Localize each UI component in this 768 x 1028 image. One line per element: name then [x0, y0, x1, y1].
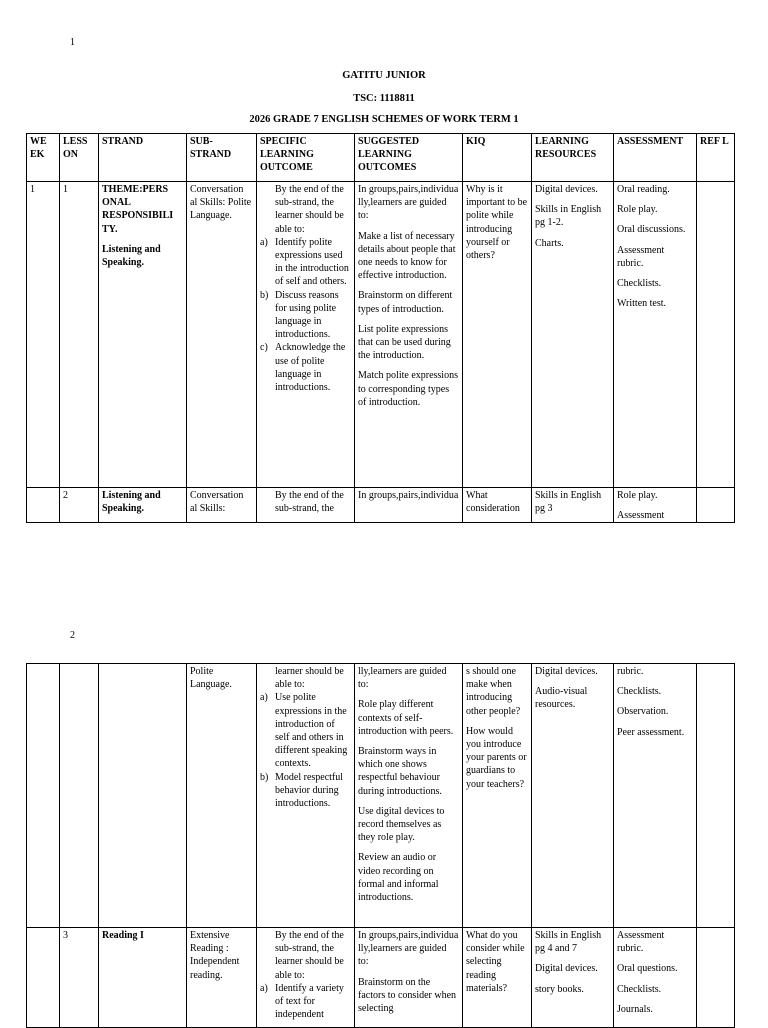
assessment-cell: Assessment rubric. Oral questions. Checklists. Journals.: [614, 928, 697, 1028]
header-slo: SPECIFIC LEARNING OUTCOME: [257, 134, 355, 182]
assessment-cell: Role play. Assessment: [614, 488, 697, 523]
refl-cell: [697, 928, 735, 1028]
resources-cell: Digital devices. Skills in English pg 1-2. Charts.: [532, 182, 614, 488]
outcome-text: Brainstorm on different types of introduction.: [358, 290, 453, 315]
scheme-table-page1: [26, 133, 735, 523]
strand-text: Listening and Speaking.: [102, 243, 161, 269]
outcomes-cell: In groups,pairs,individua lly,learners are guided to: Brainstorm on the factors to consider when selecting: [355, 928, 463, 1028]
kiq-cell: What consideration: [463, 488, 532, 523]
kiq-cell: s should one make when introducing other people? How would you introduce your parents or guardians to your teachers?: [463, 664, 532, 928]
scheme-table-page2: [26, 663, 735, 1028]
table-row: [27, 664, 735, 928]
outcome-text: In groups,pairs,individua lly,learners are guided to:: [358, 184, 459, 222]
list-item: c) Acknowledge the use of polite language in introductions.: [260, 342, 346, 394]
lesson-cell: 3: [60, 928, 99, 1028]
slo-intro: learner should be able to:: [275, 666, 344, 691]
lesson-cell: [60, 664, 99, 928]
slo-cell: [257, 664, 355, 928]
resources-cell: Skills in English pg 3: [532, 488, 614, 523]
school-name: GATITU JUNIOR: [342, 70, 426, 81]
outcome-text: Match polite expressions to corresponding types of introduction.: [358, 370, 458, 408]
kiq-cell: What do you consider while selecting reading materials?: [463, 928, 532, 1028]
sub-strand-cell: Extensive Reading : Independent reading.: [187, 928, 257, 1028]
list-item: b) Discuss reasons for using polite language in introductions.: [260, 289, 339, 341]
week-cell: [27, 928, 60, 1028]
header-row: [27, 134, 735, 182]
assessment-cell: Oral reading. Role play. Oral discussions. Assessment rubric. Checklists. Written test.: [614, 182, 697, 488]
header-outcomes: SUGGESTED LEARNING OUTCOMES: [355, 134, 463, 182]
slo-cell: By the end of the sub-strand, the learner should be able to: a) Identify a variety of text for independent: [257, 928, 355, 1028]
header-strand: STRAND: [99, 134, 187, 182]
header-refl: REF L: [697, 134, 735, 182]
sub-strand-cell: Conversation al Skills:: [187, 488, 257, 523]
week-cell: [27, 664, 60, 928]
kiq-cell: Why is it important to be polite while introducing yourself or others?: [463, 182, 532, 488]
document-title: 2026 GRADE 7 ENGLISH SCHEMES OF WORK TERM 1: [249, 114, 519, 125]
assessment-cell: rubric. Checklists. Observation. Peer assessment.: [614, 664, 697, 928]
tsc-number: TSC: 1118811: [353, 93, 415, 104]
refl-cell: [697, 182, 735, 488]
strand-cell: Reading I: [99, 928, 187, 1028]
refl-cell: [697, 488, 735, 523]
strand-cell: Listening and Speaking.: [99, 488, 187, 523]
page-number: 2: [70, 630, 75, 641]
lesson-cell: 2: [60, 488, 99, 523]
table-row: [27, 928, 735, 1028]
header-week: WE EK: [27, 134, 60, 182]
list-item: a) Use polite expressions in the introduction of self and others in different speaking contexts.: [260, 692, 348, 770]
header-sub-strand: SUB- STRAND: [187, 134, 257, 182]
sub-strand-cell: Conversation al Skills: Polite Language.: [187, 182, 257, 488]
list-item: a) Identify polite expressions used in the introduction of self and others.: [260, 236, 349, 288]
lesson-cell: 1: [60, 182, 99, 488]
sub-strand-cell: Polite Language.: [187, 664, 257, 928]
list-item: b) Model respectful behavior during introductions.: [260, 771, 344, 810]
header-lesson: LESS ON: [60, 134, 99, 182]
header-assessment: ASSESSMENT: [614, 134, 697, 182]
page-number: 1: [70, 37, 75, 48]
slo-cell: By the end of the sub-strand, the: [257, 488, 355, 523]
outcome-text: List polite expressions that can be used during the introduction.: [358, 323, 451, 362]
outcome-text: Make a list of necessary details about people that one needs to know for effective introduction.: [358, 230, 456, 282]
outcomes-cell: lly,learners are guided to: Role play different contexts of self-introduction with peers. Brainstorm ways in which one shows respectful behaviour during introductions. Use digital devices to record themselves as they role play. Review an audio or video recording on formal and informal introductions.: [355, 664, 463, 928]
list-item: a) Identify a variety of text for independent: [260, 982, 344, 1021]
outcomes-cell: In groups,pairs,individua: [355, 488, 463, 523]
slo-cell: [257, 182, 355, 488]
strand-cell: [99, 182, 187, 488]
table-row: [27, 182, 735, 488]
header-resources: LEARNING RESOURCES: [532, 134, 614, 182]
refl-cell: [697, 664, 735, 928]
header-kiq: KIQ: [463, 134, 532, 182]
resources-cell: Digital devices. Audio-visual resources.: [532, 664, 614, 928]
week-cell: [27, 488, 60, 523]
slo-intro: By the end of the sub-strand, the learner should be able to:: [275, 184, 344, 235]
table-row: [27, 488, 735, 523]
theme-text: THEME:PERS ONAL RESPONSIBILI TY.: [102, 184, 174, 235]
resources-cell: Skills in English pg 4 and 7 Digital devices. story books.: [532, 928, 614, 1028]
outcomes-cell: [355, 182, 463, 488]
strand-cell: [99, 664, 187, 928]
week-cell: 1: [27, 182, 60, 488]
